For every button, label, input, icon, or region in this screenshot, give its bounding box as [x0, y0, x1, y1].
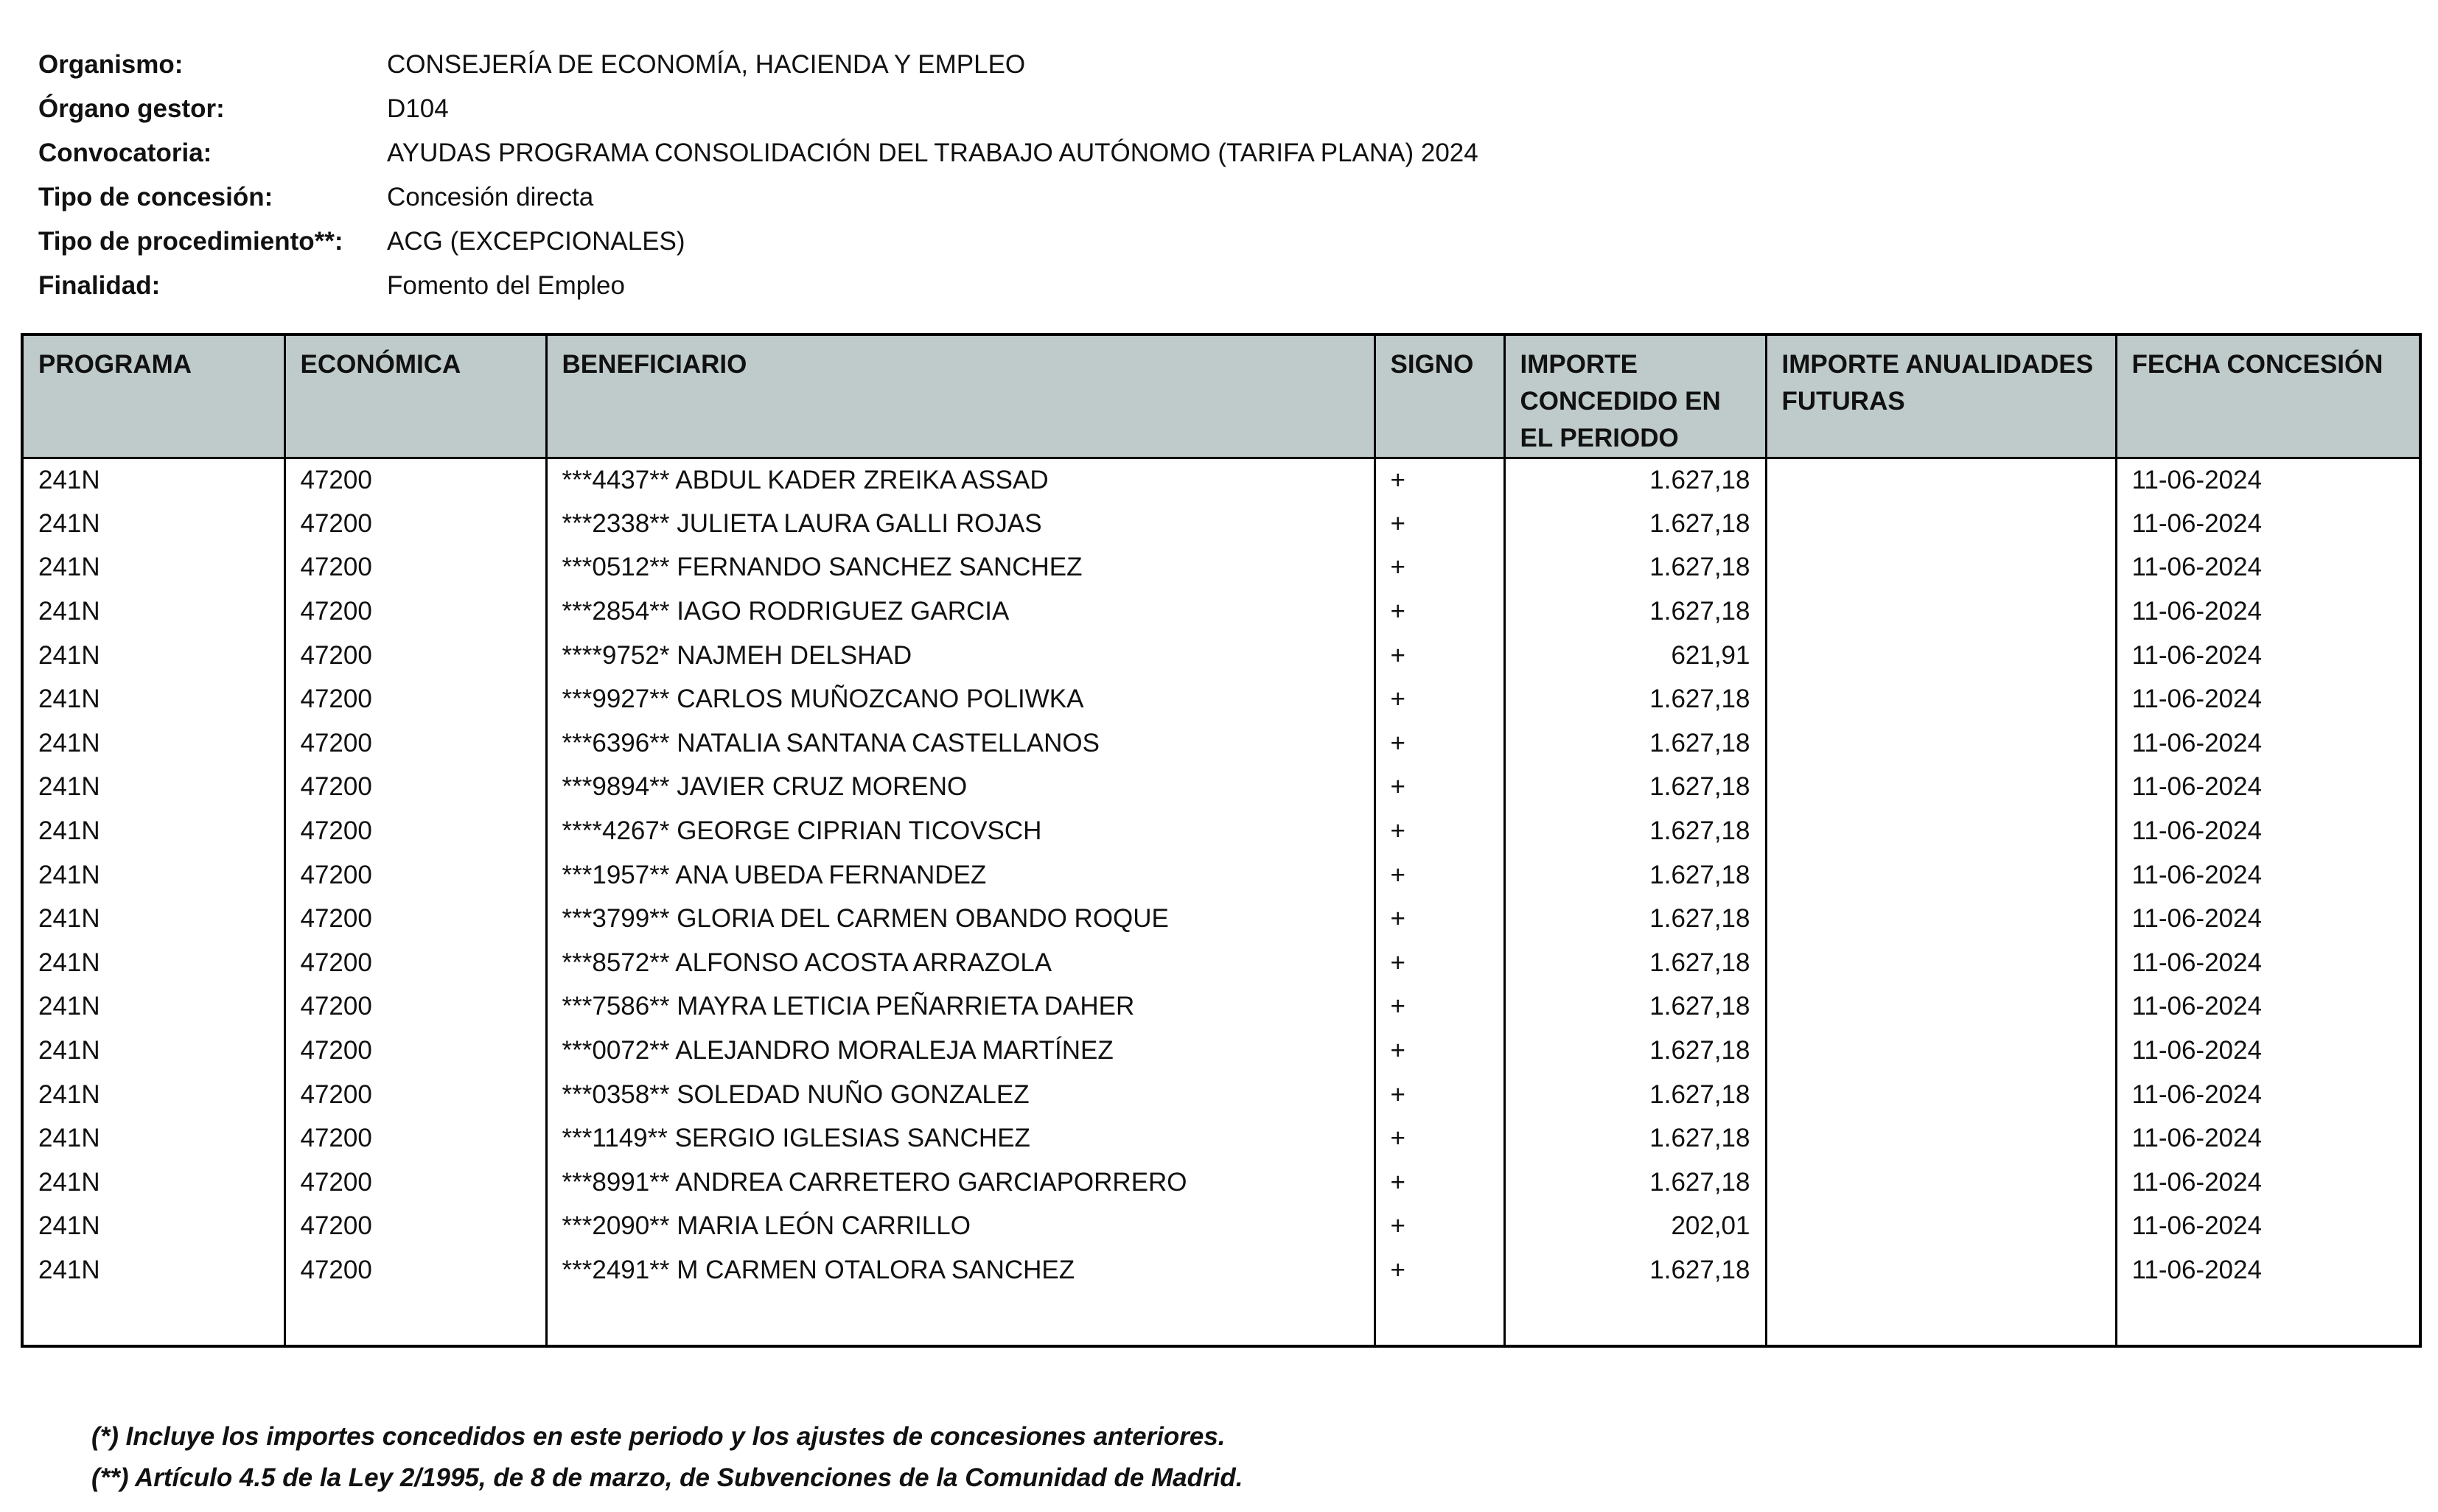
cell-signo: +: [1375, 721, 1504, 766]
cell-beneficiario: ***0358** SOLEDAD NUÑO GONZALEZ: [546, 1073, 1375, 1117]
cell-fecha-concesion: 11-06-2024: [2116, 546, 2420, 590]
cell-fecha-concesion: 11-06-2024: [2116, 458, 2420, 503]
cell-beneficiario: ***3799** GLORIA DEL CARMEN OBANDO ROQUE: [546, 897, 1375, 941]
cell-fecha-concesion: 11-06-2024: [2116, 1161, 2420, 1205]
empty-cell: [22, 1292, 284, 1346]
meta-row-finalidad: [38, 264, 1478, 308]
table-row: [22, 721, 2420, 766]
cell-fecha-concesion: 11-06-2024: [2116, 853, 2420, 897]
cell-signo: +: [1375, 458, 1504, 503]
meta-row-tipo-procedimiento: [38, 220, 1478, 264]
cell-importe-concedido: 1.627,18: [1504, 897, 1766, 941]
column-header-signo: SIGNO: [1375, 335, 1504, 458]
meta-row-organo-gestor: [38, 87, 1478, 131]
table-row: [22, 1205, 2420, 1249]
cell-importe-anualidades: [1766, 1029, 2116, 1073]
cell-fecha-concesion: 11-06-2024: [2116, 941, 2420, 985]
meta-label: Finalidad:: [38, 271, 161, 300]
cell-importe-concedido: 1.627,18: [1504, 1161, 1766, 1205]
grants-table: [21, 333, 2422, 1348]
cell-programa: 241N: [38, 772, 100, 802]
cell-signo: +: [1375, 1073, 1504, 1117]
meta-row-organismo: [38, 43, 1478, 87]
cell-programa: 241N: [38, 904, 100, 934]
cell-importe-anualidades: [1766, 721, 2116, 766]
document-metadata: [38, 43, 1478, 308]
cell-economica: 47200: [284, 897, 546, 941]
cell-economica: 47200: [284, 853, 546, 897]
table-row: [22, 766, 2420, 810]
cell-signo: +: [1375, 897, 1504, 941]
cell-importe-concedido: 1.627,18: [1504, 1029, 1766, 1073]
cell-importe-concedido: 1.627,18: [1504, 546, 1766, 590]
meta-value: Fomento del Empleo: [387, 271, 625, 300]
cell-importe-anualidades: [1766, 458, 2116, 503]
cell-beneficiario: ***1149** SERGIO IGLESIAS SANCHEZ: [546, 1116, 1375, 1161]
column-header-beneficiario: BENEFICIARIO: [546, 335, 1375, 458]
cell-programa: 241N: [38, 553, 100, 582]
cell-importe-concedido: 621,91: [1504, 634, 1766, 678]
cell-importe-concedido: 1.627,18: [1504, 677, 1766, 721]
table-row: [22, 677, 2420, 721]
cell-economica: 47200: [284, 1029, 546, 1073]
empty-cell: [1504, 1292, 1766, 1346]
cell-fecha-concesion: 11-06-2024: [2116, 589, 2420, 634]
table-row: [22, 546, 2420, 590]
cell-beneficiario: ***9894** JAVIER CRUZ MORENO: [546, 766, 1375, 810]
footnotes: [91, 1416, 1243, 1499]
cell-importe-anualidades: [1766, 1248, 2116, 1292]
cell-economica: 47200: [284, 634, 546, 678]
meta-value: AYUDAS PROGRAMA CONSOLIDACIÓN DEL TRABAJO AUTÓNOMO (TARIFA PLANA) 2024: [387, 139, 1478, 167]
cell-importe-concedido: 1.627,18: [1504, 1116, 1766, 1161]
cell-programa: 241N: [38, 816, 100, 846]
cell-importe-concedido: 1.627,18: [1504, 1248, 1766, 1292]
cell-fecha-concesion: 11-06-2024: [2116, 677, 2420, 721]
cell-economica: 47200: [284, 546, 546, 590]
cell-importe-anualidades: [1766, 634, 2116, 678]
empty-cell: [2116, 1292, 2420, 1346]
cell-importe-anualidades: [1766, 853, 2116, 897]
cell-importe-concedido: 1.627,18: [1504, 1073, 1766, 1117]
cell-beneficiario: ****4267* GEORGE CIPRIAN TICOVSCH: [546, 809, 1375, 853]
cell-economica: 47200: [284, 458, 546, 503]
cell-beneficiario: ***0512** FERNANDO SANCHEZ SANCHEZ: [546, 546, 1375, 590]
cell-signo: +: [1375, 985, 1504, 1029]
cell-economica: 47200: [284, 1161, 546, 1205]
cell-economica: 47200: [284, 677, 546, 721]
empty-cell: [546, 1292, 1375, 1346]
cell-importe-anualidades: [1766, 1161, 2116, 1205]
cell-economica: 47200: [284, 1073, 546, 1117]
cell-signo: +: [1375, 677, 1504, 721]
cell-programa: 241N: [38, 860, 100, 889]
cell-importe-anualidades: [1766, 1116, 2116, 1161]
table-row: [22, 589, 2420, 634]
cell-beneficiario: ***2491** M CARMEN OTALORA SANCHEZ: [546, 1248, 1375, 1292]
cell-beneficiario: ***7586** MAYRA LETICIA PEÑARRIETA DAHER: [546, 985, 1375, 1029]
cell-fecha-concesion: 11-06-2024: [2116, 634, 2420, 678]
cell-signo: +: [1375, 1161, 1504, 1205]
cell-signo: +: [1375, 853, 1504, 897]
table-row: [22, 1029, 2420, 1073]
cell-beneficiario: ***8991** ANDREA CARRETERO GARCIAPORRERO: [546, 1161, 1375, 1205]
meta-row-convocatoria: [38, 131, 1478, 175]
column-header-economica: ECONÓMICA: [284, 335, 546, 458]
cell-importe-anualidades: [1766, 546, 2116, 590]
cell-economica: 47200: [284, 1116, 546, 1161]
cell-economica: 47200: [284, 1205, 546, 1249]
cell-importe-concedido: 1.627,18: [1504, 721, 1766, 766]
cell-signo: +: [1375, 589, 1504, 634]
table-row: [22, 985, 2420, 1029]
cell-signo: +: [1375, 1248, 1504, 1292]
column-header-importe-anualidades: IMPORTE ANUALIDADES FUTURAS: [1766, 335, 2116, 458]
cell-importe-anualidades: [1766, 677, 2116, 721]
meta-label: Órgano gestor:: [38, 94, 225, 123]
cell-signo: +: [1375, 809, 1504, 853]
cell-beneficiario: ****9752* NAJMEH DELSHAD: [546, 634, 1375, 678]
cell-beneficiario: ***1957** ANA UBEDA FERNANDEZ: [546, 853, 1375, 897]
cell-signo: +: [1375, 502, 1504, 546]
cell-programa: 241N: [38, 1211, 100, 1241]
table-row: [22, 634, 2420, 678]
cell-programa: 241N: [38, 685, 100, 714]
meta-label: Tipo de concesión:: [38, 183, 273, 211]
column-header-programa: PROGRAMA: [22, 335, 284, 458]
cell-importe-concedido: 1.627,18: [1504, 766, 1766, 810]
meta-value: D104: [387, 94, 449, 123]
cell-programa: 241N: [38, 948, 100, 977]
cell-programa: 241N: [38, 992, 100, 1021]
cell-importe-anualidades: [1766, 502, 2116, 546]
cell-programa: 241N: [38, 1167, 100, 1197]
table-row: [22, 1073, 2420, 1117]
cell-fecha-concesion: 11-06-2024: [2116, 721, 2420, 766]
cell-importe-concedido: 1.627,18: [1504, 941, 1766, 985]
cell-programa: 241N: [38, 1036, 100, 1065]
cell-fecha-concesion: 11-06-2024: [2116, 1073, 2420, 1117]
footnote: (**) Artículo 4.5 de la Ley 2/1995, de 8 de marzo, de Subvenciones de la Comunidad de Madrid.: [91, 1463, 1243, 1492]
cell-importe-concedido: 1.627,18: [1504, 853, 1766, 897]
cell-beneficiario: ***2854** IAGO RODRIGUEZ GARCIA: [546, 589, 1375, 634]
cell-importe-anualidades: [1766, 1073, 2116, 1117]
cell-programa: 241N: [38, 1079, 100, 1109]
cell-economica: 47200: [284, 589, 546, 634]
table-row: [22, 502, 2420, 546]
cell-programa: 241N: [38, 597, 100, 626]
cell-fecha-concesion: 11-06-2024: [2116, 809, 2420, 853]
cell-beneficiario: ***2338** JULIETA LAURA GALLI ROJAS: [546, 502, 1375, 546]
cell-programa: 241N: [38, 508, 100, 538]
cell-fecha-concesion: 11-06-2024: [2116, 1205, 2420, 1249]
cell-programa: 241N: [38, 1124, 100, 1153]
cell-signo: +: [1375, 1116, 1504, 1161]
meta-row-tipo-concesion: [38, 175, 1478, 220]
cell-economica: 47200: [284, 502, 546, 546]
cell-economica: 47200: [284, 766, 546, 810]
table-row: [22, 853, 2420, 897]
empty-cell: [284, 1292, 546, 1346]
cell-economica: 47200: [284, 941, 546, 985]
meta-label: Tipo de procedimiento**:: [38, 227, 343, 256]
cell-fecha-concesion: 11-06-2024: [2116, 985, 2420, 1029]
cell-programa: 241N: [38, 1255, 100, 1284]
cell-beneficiario: ***8572** ALFONSO ACOSTA ARRAZOLA: [546, 941, 1375, 985]
cell-economica: 47200: [284, 985, 546, 1029]
column-header-importe-concedido: IMPORTE CONCEDIDO EN EL PERIODO: [1504, 335, 1766, 458]
table-row: [22, 897, 2420, 941]
cell-beneficiario: ***2090** MARIA LEÓN CARRILLO: [546, 1205, 1375, 1249]
cell-signo: +: [1375, 1029, 1504, 1073]
cell-signo: +: [1375, 634, 1504, 678]
cell-beneficiario: ***4437** ABDUL KADER ZREIKA ASSAD: [546, 458, 1375, 503]
cell-programa: 241N: [38, 728, 100, 757]
cell-importe-concedido: 1.627,18: [1504, 458, 1766, 503]
cell-importe-concedido: 202,01: [1504, 1205, 1766, 1249]
meta-value: ACG (EXCEPCIONALES): [387, 227, 685, 256]
meta-label: Organismo:: [38, 50, 184, 79]
cell-fecha-concesion: 11-06-2024: [2116, 1029, 2420, 1073]
table-row: [22, 1248, 2420, 1292]
cell-economica: 47200: [284, 721, 546, 766]
cell-programa: 241N: [38, 466, 100, 495]
cell-economica: 47200: [284, 1248, 546, 1292]
table-row: [22, 458, 2420, 503]
table-row-spacer: [22, 1292, 2420, 1346]
cell-importe-anualidades: [1766, 941, 2116, 985]
cell-fecha-concesion: 11-06-2024: [2116, 1116, 2420, 1161]
cell-importe-concedido: 1.627,18: [1504, 985, 1766, 1029]
table-row: [22, 1161, 2420, 1205]
table-body: [22, 458, 2420, 1346]
cell-programa: 241N: [38, 640, 100, 670]
table-row: [22, 1116, 2420, 1161]
cell-fecha-concesion: 11-06-2024: [2116, 766, 2420, 810]
empty-cell: [1375, 1292, 1504, 1346]
cell-importe-anualidades: [1766, 809, 2116, 853]
cell-importe-concedido: 1.627,18: [1504, 502, 1766, 546]
meta-value: Concesión directa: [387, 183, 594, 211]
cell-signo: +: [1375, 546, 1504, 590]
cell-importe-anualidades: [1766, 589, 2116, 634]
footnote: (*) Incluye los importes concedidos en este periodo y los ajustes de concesiones anteriores.: [91, 1422, 1226, 1451]
empty-cell: [1766, 1292, 2116, 1346]
cell-beneficiario: ***9927** CARLOS MUÑOZCANO POLIWKA: [546, 677, 1375, 721]
table-row: [22, 941, 2420, 985]
meta-value: CONSEJERÍA DE ECONOMÍA, HACIENDA Y EMPLEO: [387, 50, 1026, 79]
cell-fecha-concesion: 11-06-2024: [2116, 897, 2420, 941]
cell-importe-concedido: 1.627,18: [1504, 809, 1766, 853]
cell-importe-anualidades: [1766, 985, 2116, 1029]
cell-signo: +: [1375, 766, 1504, 810]
cell-importe-anualidades: [1766, 897, 2116, 941]
cell-fecha-concesion: 11-06-2024: [2116, 502, 2420, 546]
cell-fecha-concesion: 11-06-2024: [2116, 1248, 2420, 1292]
cell-importe-concedido: 1.627,18: [1504, 589, 1766, 634]
table-row: [22, 809, 2420, 853]
meta-label: Convocatoria:: [38, 139, 212, 167]
column-header-fecha-concesion: FECHA CONCESIÓN: [2116, 335, 2420, 458]
cell-importe-anualidades: [1766, 766, 2116, 810]
cell-economica: 47200: [284, 809, 546, 853]
cell-beneficiario: ***0072** ALEJANDRO MORALEJA MARTÍNEZ: [546, 1029, 1375, 1073]
table-header-row: [22, 335, 2420, 458]
cell-beneficiario: ***6396** NATALIA SANTANA CASTELLANOS: [546, 721, 1375, 766]
cell-importe-anualidades: [1766, 1205, 2116, 1249]
cell-signo: +: [1375, 1205, 1504, 1249]
cell-signo: +: [1375, 941, 1504, 985]
